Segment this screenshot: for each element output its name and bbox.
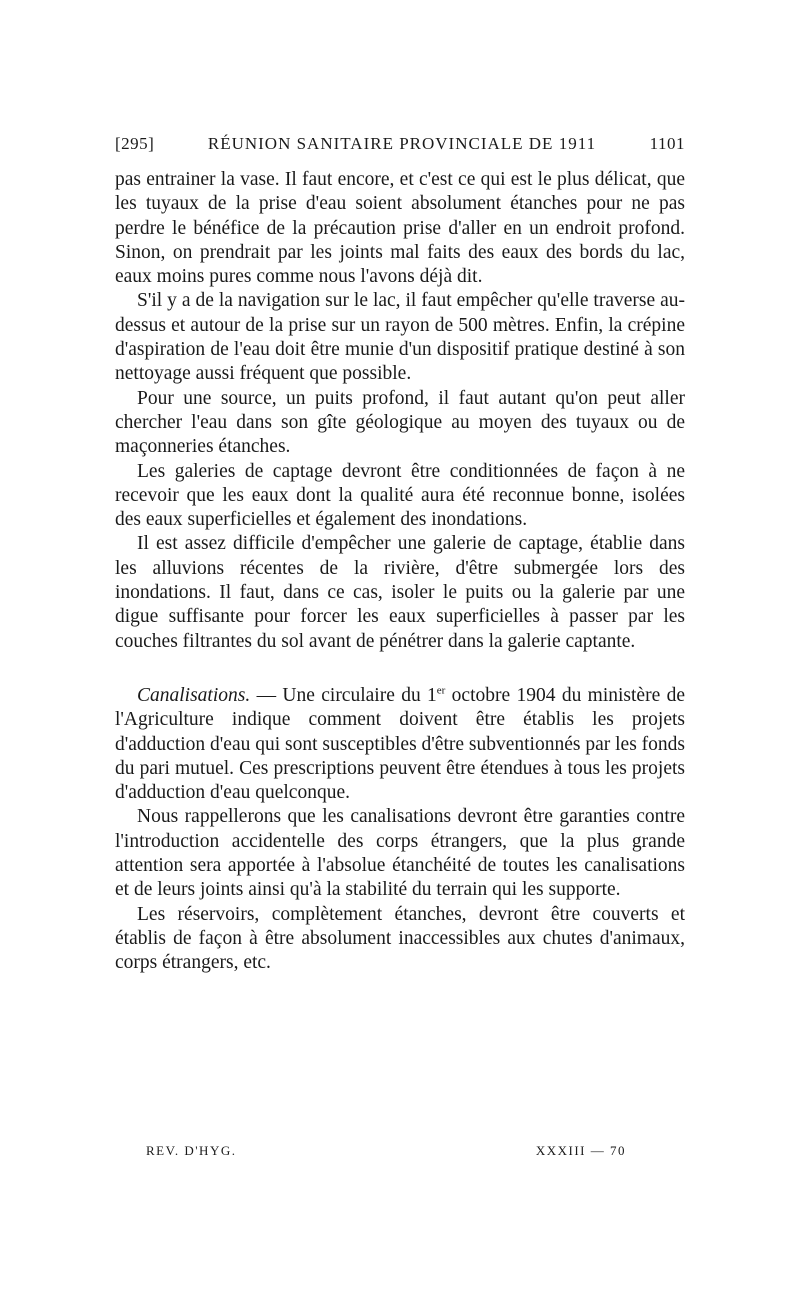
journal-signature: REV. D'HYG. (146, 1143, 237, 1158)
page-footer (146, 1143, 626, 1159)
page-ref: [295] (115, 134, 155, 153)
page-number: 1101 (649, 134, 685, 153)
paragraph: pas entrainer la vase. Il faut encore, et c'est ce qui est le plus délicat, que les tuyaux de la prise d'eau soient absolument étanches pour ne pas perdre le bénéfice de la précaution prise d'aller en un endroit profond. Sinon, on prendrait par les joints mal faits des eaux des bords du lac, eaux moins pures comme nous l'avons déjà dit. (115, 169, 685, 288)
paragraph: Pour une source, un puits profond, il faut autant qu'on peut aller chercher l'eau dans son gîte géologique au moyen des tuyaux ou de maçonneries étanches. (115, 387, 685, 458)
page (115, 134, 685, 976)
section-title: Canalisations. (137, 684, 251, 706)
running-header (115, 134, 685, 154)
paragraph: Les réservoirs, complètement étanches, devront être couverts et établis de façon à être absolument inaccessibles aux chutes d'animaux, corps étrangers, etc. (115, 903, 685, 974)
section-paragraph (115, 684, 685, 805)
ordinal-superscript: er (436, 684, 446, 697)
section-gap (115, 654, 685, 684)
section-intro: — Une circulaire du 1 (250, 684, 437, 706)
paragraph: Les galeries de captage devront être conditionnées de façon à ne recevoir que les eaux dont la qualité aura été reconnue bonne, isolées des eaux superficielles et également des inondations. (115, 460, 685, 531)
volume-signature: XXXIII — 70 (535, 1143, 626, 1158)
running-title: RÉUNION SANITAIRE PROVINCIALE DE 1911 (207, 134, 597, 153)
paragraph: S'il y a de la navigation sur le lac, il faut empêcher qu'elle traverse au-dessus et autour de la prise sur un rayon de 500 mètres. Enfin, la crépine d'aspiration de l'eau doit être munie d'un dispositif pratique destiné à son nettoyage aussi fréquent que possible. (115, 290, 685, 385)
paragraph: Nous rappellerons que les canalisations devront être garanties contre l'introduction accidentelle des corps étrangers, que la plus grande attention sera apportée à l'absolue étanchéité de toutes les canalisations et de leurs joints ainsi qu'à la stabilité du terrain qui les supporte. (115, 806, 685, 901)
paragraph: Il est assez difficile d'empêcher une galerie de captage, établie dans les alluvions récentes de la rivière, d'être submergée lors des inondations. Il faut, dans ce cas, isoler le puits ou la galerie par une digue suffisante pour forcer les eaux superficielles à passer par les couches filtrantes du sol avant de pénétrer dans la galerie captante. (115, 533, 685, 652)
section-text: octobre 1904 du ministère de l'Agriculture indique comment doivent être établis les projets d'adduction d'eau qui sont susceptibles d'être subventionnés par les fonds du pari mutuel. Ces prescriptions peuvent être étendues à tous les projets d'adduction d'eau quelconque. (115, 684, 685, 804)
